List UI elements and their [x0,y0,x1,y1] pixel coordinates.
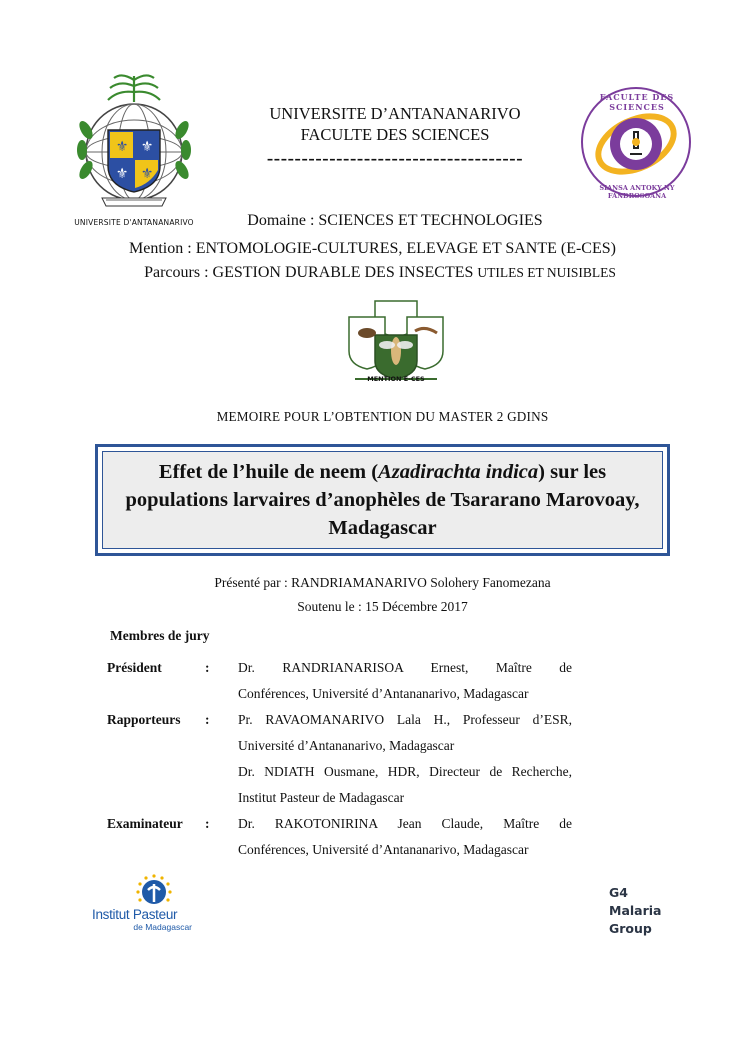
university-logo [72,70,196,232]
parcours-suffix: UTILES ET NUISIBLES [477,265,616,280]
svg-text:⚜: ⚜ [140,166,154,182]
mention-line: Mention : ENTOMOLOGIE-CULTURES, ELEVAGE ET SANTE (E-CES) [129,240,616,257]
institut-pasteur-name: Institut Pasteur [92,907,178,922]
jury-heading: Membres de jury [110,628,210,643]
jury-line: Dr. RAKOTONIRINA Jean Claude, Maître de [238,816,572,831]
university-title: UNIVERSITE D’ANTANANARIVO [269,104,521,123]
jury-row-examinateur [107,811,572,863]
jury-role: Président [107,660,162,675]
faculty-title: FACULTE DES SCIENCES [300,125,490,144]
faculty-logo-text-bottom: SIANSA ANTOKY NY FANDROSOANA [599,184,675,200]
domain-line: Domaine : SCIENCES ET TECHNOLOGIES [247,212,543,229]
title-italic-species: Azadirachta indica [378,461,539,483]
jury-line: Conférences, Université d’Antananarivo, Madagascar [238,686,529,701]
parcours-prefix: Parcours : GESTION DURABLE DES INSECTES [144,264,478,281]
g4-malaria-group [609,884,661,938]
jury-line: Dr. RANDRIANARISOA Ernest, Maître de [238,660,572,675]
jury-line: Université d’Antananarivo, Madagascar [238,738,455,753]
jury-colon: : [205,660,210,675]
jury-table [107,655,572,863]
faculty-logo-text-top: FACULTE DES SCIENCES [599,92,675,112]
jury-row-rapporteurs [107,707,572,811]
jury-colon: : [205,816,210,831]
mention-logo-caption: MENTION E-CES [367,375,425,383]
jury-role: Examinateur [107,816,183,831]
presented-by: Présenté par : RANDRIAMANARIVO Solohery Fanomezana [214,575,551,590]
separator-dashes: ------------------------------------- [266,148,524,169]
jury-line: Dr. NDIATH Ousmane, HDR, Directeur de Recherche, [238,764,572,779]
thesis-title [102,451,663,549]
svg-text:⚜: ⚜ [115,166,129,182]
jury-line: Pr. RAVAOMANARIVO Lala H., Professeur d’ESR, [238,712,572,727]
parcours-line [40,264,720,282]
g4-line-1: G4 [609,885,628,900]
thesis-title-box [95,444,670,556]
title-part-1: Effet de l’huile de neem ( [158,461,379,483]
university-name [200,103,590,145]
memoire-subtitle: MEMOIRE POUR L’OBTENTION DU MASTER 2 GDINS [216,409,549,424]
jury-row-president [107,655,572,707]
institut-pasteur-subname: de Madagascar [133,922,192,932]
title-part-2: ) sur les populations larvaires d’anophèles de Tsararano Marovoay, Madagascar [125,461,640,539]
svg-text:⚜: ⚜ [140,139,154,155]
mention-eces-logo [345,295,447,387]
jury-role: Rapporteurs [107,712,181,727]
g4-line-3: Group [609,921,652,936]
g4-line-2: Malaria [609,903,662,918]
jury-line: Institut Pasteur de Madagascar [238,790,405,805]
defense-date: Soutenu le : 15 Décembre 2017 [297,599,468,614]
svg-text:⚜: ⚜ [115,139,129,155]
jury-line: Conférences, Université d’Antananarivo, Madagascar [238,842,529,857]
university-logo-caption: UNIVERSITE D'ANTANANARIVO [74,218,194,227]
jury-colon: : [205,712,210,727]
